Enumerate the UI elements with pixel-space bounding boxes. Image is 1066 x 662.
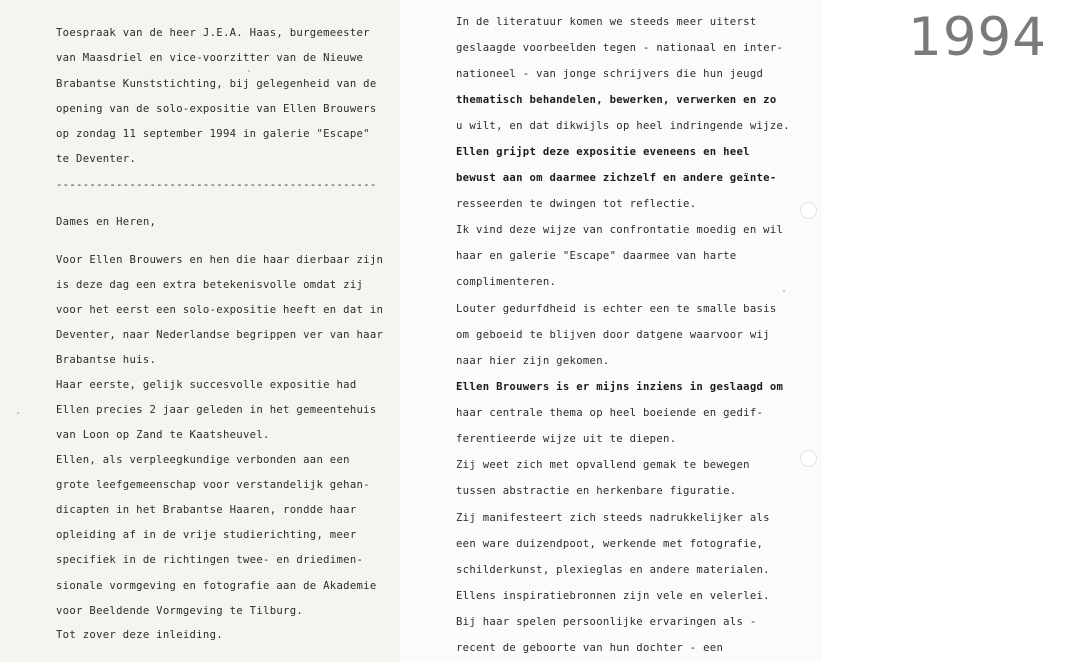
text-line: bewust aan om daarmee zichzelf en andere geïnte- — [456, 172, 777, 184]
text-line: Voor Ellen Brouwers en hen die haar dierbaar zijn — [56, 254, 384, 266]
text-line: van Maasdriel en vice-voorzitter van de Nieuwe — [56, 52, 364, 64]
text-line: Ellens inspiratiebronnen zijn vele en velerlei. — [456, 590, 770, 602]
text-line: Ellen, als verpleegkundige verbonden aan een — [56, 454, 350, 466]
text-line: een ware duizendpoot, werkende met fotografie, — [456, 538, 764, 550]
text-line: nationeel - van jonge schrijvers die hun jeugd — [456, 68, 764, 80]
text-line: opening van de solo-expositie van Ellen Brouwers — [56, 103, 377, 115]
text-line: tussen abstractie en herkenbare figuratie. — [456, 485, 737, 497]
text-line: te Deventer. — [56, 153, 137, 165]
text-line: Louter gedurfdheid is echter een te smalle basis — [456, 303, 777, 315]
text-line: Bij haar spelen persoonlijke ervaringen als - — [456, 616, 757, 628]
text-line: Tot zover deze inleiding. — [56, 629, 223, 641]
text-line: dicapten in het Brabantse Haaren, rondde haar — [56, 504, 357, 516]
text-line: op zondag 11 september 1994 in galerie "Escape" — [56, 128, 370, 140]
text-line: ------------------------------------------------ — [56, 179, 377, 191]
punch-hole-bottom — [800, 450, 817, 467]
text-line: thematisch behandelen, bewerken, verwerken en zo — [456, 94, 777, 106]
text-line: Zij weet zich met opvallend gemak te bewegen — [456, 459, 750, 471]
text-line: naar hier zijn gekomen. — [456, 355, 610, 367]
text-line: In de literatuur komen we steeds meer uiterst — [456, 16, 757, 28]
text-line: schilderkunst, plexieglas en andere materialen. — [456, 564, 770, 576]
punch-hole-top — [800, 202, 817, 219]
text-line: geslaagde voorbeelden tegen - nationaal en inter- — [456, 42, 784, 54]
text-line: van Loon op Zand te Kaatsheuvel. — [56, 429, 270, 441]
text-line: haar en galerie "Escape" daarmee van harte — [456, 250, 737, 262]
paper-speck — [17, 412, 19, 414]
text-line: Brabantse huis. — [56, 354, 157, 366]
text-line: resseerden te dwingen tot reflectie. — [456, 198, 697, 210]
text-line: Zij manifesteert zich steeds nadrukkelijker als — [456, 512, 770, 524]
text-line: is deze dag een extra betekenisvolle omdat zij — [56, 279, 364, 291]
text-line: ferentieerde wijze uit te diepen. — [456, 433, 677, 445]
text-line: Ellen precies 2 jaar geleden in het gemeentehuis — [56, 404, 377, 416]
text-line: Dames en Heren, — [56, 216, 157, 228]
paper-speck — [248, 70, 250, 72]
text-line: sionale vormgeving en fotografie aan de Akademie — [56, 580, 377, 592]
text-line: voor het eerst een solo-expositie heeft en dat in — [56, 304, 384, 316]
text-line: Ellen grijpt deze expositie eveneens en heel — [456, 146, 750, 158]
text-line: Ellen Brouwers is er mijns inziens in geslaagd om — [456, 381, 784, 393]
text-line: grote leefgemeenschap voor verstandelijk gehan- — [56, 479, 370, 491]
text-line: Deventer, naar Nederlandse begrippen ver van haar — [56, 329, 384, 341]
text-line: specifiek in de richtingen twee- en driedimen- — [56, 554, 364, 566]
text-line: u wilt, en dat dikwijls op heel indringende wijze. — [456, 120, 790, 132]
text-line: Ik vind deze wijze van confrontatie moedig en wil — [456, 224, 784, 236]
text-line: haar centrale thema op heel boeiende en gedif- — [456, 407, 764, 419]
text-line: opleiding af in de vrije studierichting, meer — [56, 529, 357, 541]
text-line: Toespraak van de heer J.E.A. Haas, burgemeester — [56, 27, 370, 39]
text-line: Brabantse Kunststichting, bij gelegenheid van de — [56, 78, 377, 90]
year-label: 1994 — [908, 7, 1047, 68]
text-line: voor Beeldende Vormgeving te Tilburg. — [56, 605, 304, 617]
text-line: om geboeid te blijven door datgene waarvoor wij — [456, 329, 770, 341]
paper-speck — [783, 290, 785, 292]
text-line: recent de geboorte van hun dochter - een — [456, 642, 724, 654]
text-line: Haar eerste, gelijk succesvolle expositie had — [56, 379, 357, 391]
text-line: complimenteren. — [456, 276, 557, 288]
